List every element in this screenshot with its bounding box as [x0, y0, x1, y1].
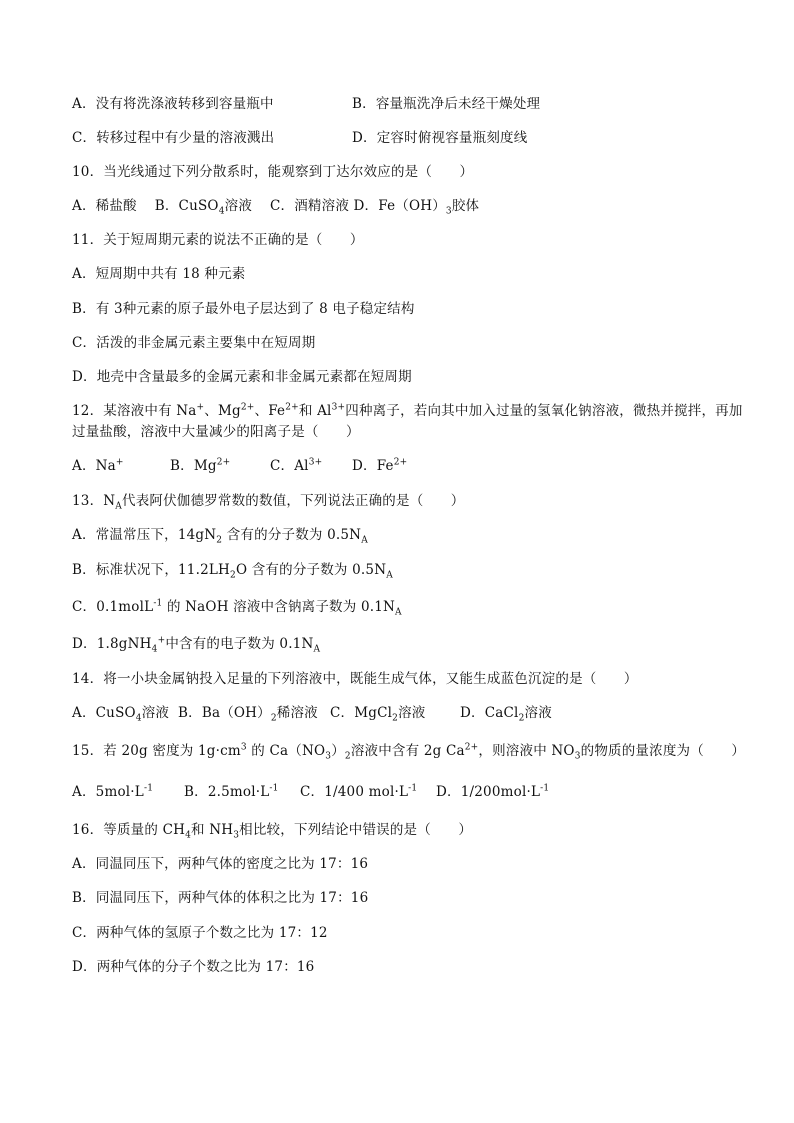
q9-option-d: D．定容时俯视容量瓶刻度线 [352, 130, 528, 146]
q12-option-a: A．Na+ [72, 457, 124, 474]
q14-stem: 14．将一小块金属钠投入足量的下列溶液中，既能生成气体，又能生成蓝色沉淀的是（ ） [72, 671, 638, 687]
q14-option-d: D．CaCl$_2$溶液 [460, 705, 552, 724]
q13-option-a: A．常温常压下，$14gN_2$ 含有的分子数为 $0.5N_A$ [72, 527, 368, 546]
q13-option-c: C．0.1molL$^{-1}$ 的 NaOH 溶液中含钠离子数为 $0.1N_A$ [72, 598, 402, 618]
q16-option-d: D．两种气体的分子个数之比为 17：16 [72, 959, 315, 975]
q13-option-d: D．1.8gNH$_4$+中含有的电子数为 $0.1N_A$ [72, 635, 321, 655]
q16-stem: 16．等质量的 $CH_4$和 $NH_3$相比较，下列结论中错误的是（ ） [72, 822, 473, 841]
q13-option-b: B．标准状况下，$11.2LH_2O$ 含有的分子数为 $0.5N_A$ [72, 562, 393, 581]
q9-option-a: A．没有将洗涤液转移到容量瓶中 [72, 96, 274, 112]
q14-option-b: B．$Ba(OH)_2$稀溶液 [178, 705, 318, 724]
q12-option-d: D．$Fe^{2+}$ [352, 457, 408, 474]
q15-option-d: D．$1/200mol\cdot L^{-1}$ [436, 783, 550, 800]
q16-option-c: C．两种气体的氢原子个数之比为 17：12 [72, 925, 328, 941]
q14-option-c: C．MgCl$_2$溶液 [330, 705, 426, 724]
q10-options [72, 197, 479, 215]
q10-option-b: B．CuSO$_4$溶液 [154, 198, 253, 217]
q11-option-d: D．地壳中含量最多的金属元素和非金属元素都在短周期 [72, 369, 412, 385]
q14-option-a: A．CuSO$_4$溶液 [72, 705, 170, 724]
q15-option-c: C．1/400 $mol\cdot L^{-1}$ [300, 783, 418, 800]
q12-option-b: B．$Mg^{2+}$ [170, 457, 231, 474]
q15-option-a: A．$5mol\cdot L^{-1}$ [72, 783, 154, 800]
q12-stem-line-2: 过量盐酸，溶液中大量减少的阳离子是（ ） [72, 424, 360, 440]
q11-option-a: A．短周期中共有 18 种元素 [72, 266, 246, 282]
q16-option-a: A．同温同压下，两种气体的密度之比为 17：16 [72, 856, 369, 872]
q16-option-b: B．同温同压下，两种气体的体积之比为 17：16 [72, 890, 369, 906]
q15-option-b: B．$2.5mol\cdot L^{-1}$ [184, 783, 279, 800]
q10-option-c: C．酒精溶液 [270, 198, 350, 214]
q11-stem: 11．关于短周期元素的说法不正确的是（ ） [72, 232, 364, 248]
q10-stem: 10．当光线通过下列分散系时，能观察到丁达尔效应的是（ ） [72, 164, 474, 180]
q9-option-b: B．容量瓶洗净后未经干燥处理 [352, 96, 541, 112]
q9-options-row-1 [72, 95, 541, 113]
q11-option-c: C．活泼的非金属元素主要集中在短周期 [72, 335, 316, 351]
q12-stem-line-1: 12．某溶液中有 Na+、$Mg^{2+}$、$Fe^{2+}$和 $Al^{3+}$四种离子，若向其中加入过量的氢氧化钠溶液，微热并搅拌，再加 [72, 402, 743, 419]
q10-option-d: D．$Fe(OH)_3$胶体 [353, 198, 480, 217]
q13-stem: 13．$N_A$代表阿伏伽德罗常数的数值，下列说法正确的是（ ） [72, 493, 465, 512]
q10-option-a: A．稀盐酸 [72, 198, 137, 214]
q11-option-b: B．有 3种元素的原子最外电子层达到了 8 电子稳定结构 [72, 301, 415, 317]
q15-stem: 15．若 20g 密度为 $1g\cdot cm^3$ 的 $Ca(NO_3)_2$溶液中含有 2g $Ca^{2+}$，则溶液中 $NO_3$的物质的量浓度为（ ） [72, 742, 746, 762]
q9-option-c: C．转移过程中有少量的溶液溅出 [72, 130, 275, 146]
q9-options-row-2 [72, 129, 528, 147]
q12-option-c: C．$Al^{3+}$ [270, 457, 323, 474]
